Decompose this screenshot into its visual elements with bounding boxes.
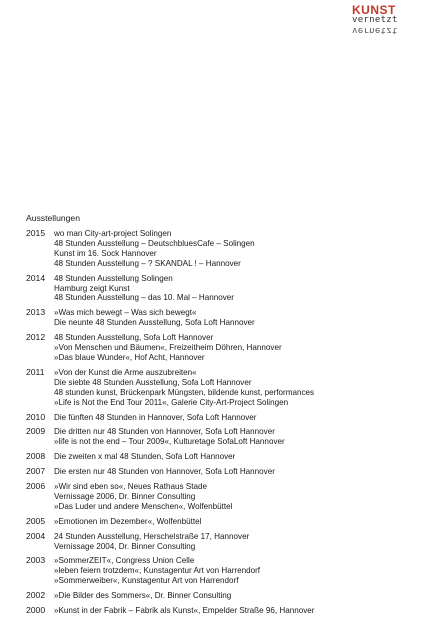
- entry-line: Die dritten nur 48 Stunden von Hannover, Sofa Loft Hannover: [54, 427, 275, 437]
- entry-year: 2012: [26, 332, 46, 343]
- exhibition-list: [26, 229, 422, 621]
- entry-year: 2009: [26, 426, 46, 437]
- entry-line: Die ersten nur 48 Stunden von Hannover, Sofa Loft Hannover: [54, 467, 275, 477]
- entry-lines: [54, 452, 422, 462]
- entry-line: »Kunst in der Fabrik – Fabrik als Kunst«, Empelder Straße 96, Hannover: [54, 606, 315, 616]
- entry-line: 48 Stunden Ausstellung Solingen: [54, 273, 173, 283]
- entry-year: 2008: [26, 451, 46, 462]
- entry-year: 2010: [26, 411, 46, 422]
- exhibition-entry: [26, 606, 422, 616]
- entry-lines: [54, 413, 422, 423]
- entry-line: Vernissage 2006, Dr. Binner Consulting: [54, 491, 196, 501]
- exhibition-entry: [26, 482, 422, 512]
- exhibition-entry: [26, 591, 422, 601]
- entry-line: »Die Bilder des Sommers«, Dr. Binner Consulting: [54, 591, 232, 601]
- exhibition-entry: [26, 467, 422, 477]
- entry-year: 2005: [26, 515, 46, 526]
- entry-year: 2014: [26, 272, 46, 283]
- entry-lines: [54, 333, 422, 363]
- exhibition-entry: [26, 229, 422, 269]
- entry-year: 2007: [26, 466, 46, 477]
- entry-line: »Das blaue Wunder«, Hof Acht, Hannover: [54, 352, 205, 362]
- entry-year: 2013: [26, 307, 46, 318]
- entry-line: »life is not the end – Tour 2009«, Kulturetage SofaLoft Hannover: [54, 437, 285, 447]
- exhibition-entry: [26, 556, 422, 586]
- entry-year: 2006: [26, 481, 46, 492]
- logo-word-vernetzt: vernetzt: [352, 15, 398, 25]
- logo-word-vernetzt-mirror: vernetzt: [352, 25, 398, 35]
- entry-lines: [54, 467, 422, 477]
- entry-line: »Von der Kunst die Arme auszubreiten«: [54, 367, 197, 377]
- entry-line: »Das Luder und andere Menschen«, Wolfenbüttel: [54, 501, 233, 511]
- entry-line: 48 stunden kunst, Brückenpark Müngsten, bildende kunst, performances: [54, 387, 315, 397]
- exhibition-entry: [26, 333, 422, 363]
- entry-line: »leben feiern trotzdem«, Kunstagentur Art von Harrendorf: [54, 566, 261, 576]
- entry-lines: [54, 368, 422, 408]
- entry-line: 48 Stunden Ausstellung, Sofa Loft Hannover: [54, 333, 214, 343]
- exhibition-entry: [26, 274, 422, 304]
- exhibition-entry: [26, 308, 422, 328]
- exhibition-entry: [26, 452, 422, 462]
- entry-line: »Wir sind eben so«, Neues Rathaus Stade: [54, 482, 207, 492]
- entry-line: 48 Stunden Ausstellung – das 10. Mal – Hannover: [54, 293, 234, 303]
- exhibition-entry: [26, 368, 422, 408]
- entry-lines: [54, 532, 422, 552]
- entry-lines: [54, 229, 422, 269]
- entry-year: 2015: [26, 228, 46, 238]
- entry-lines: [54, 482, 422, 512]
- logo-word-kunst: KUNST: [352, 3, 396, 17]
- entry-lines: [54, 427, 422, 447]
- entry-line: 48 Stunden Ausstellung – ? SKANDAL ! – Hannover: [54, 258, 241, 268]
- entry-line: Hamburg zeigt Kunst: [54, 283, 130, 293]
- entry-line: »Emotionen im Dezember«, Wolfenbüttel: [54, 516, 202, 526]
- entry-year: 2011: [26, 366, 45, 377]
- entry-line: »Sommerweiber«, Kunstagentur Art von Harrendorf: [54, 576, 239, 586]
- entry-line: »Von Menschen und Bäumen«, Freizeitheim Döhren, Hannover: [54, 343, 282, 353]
- exhibition-entry: [26, 532, 422, 552]
- entry-lines: [54, 556, 422, 586]
- entry-line: Die neunte 48 Stunden Ausstellung, Sofa Loft Hannover: [54, 318, 255, 328]
- section-title: Ausstellungen: [26, 213, 80, 223]
- entry-line: »Was mich bewegt – Was sich bewegt«: [54, 308, 197, 318]
- entry-lines: [54, 591, 422, 601]
- entry-lines: [54, 274, 422, 304]
- entry-line: Die zweiten x mal 48 Stunden, Sofa Loft Hannover: [54, 452, 236, 462]
- entry-line: »Life is Not the End Tour 2011«, Galerie City-Art-Project Solingen: [54, 397, 289, 407]
- entry-line: Kunst im 16. Sock Hannover: [54, 248, 157, 258]
- entry-lines: [54, 606, 422, 616]
- entry-line: »SommerZEIT«, Congress Union Celle: [54, 556, 195, 566]
- entry-lines: [54, 517, 422, 527]
- entry-line: Die fünften 48 Stunden in Hannover, Sofa Loft Hannover: [54, 412, 257, 422]
- entry-year: 2002: [26, 590, 46, 601]
- kunst-vernetzt-logo: [352, 4, 418, 52]
- entry-line: 24 Stunden Ausstellung, Herschelstraße 17, Hannover: [54, 531, 250, 541]
- entry-year: 2000: [26, 605, 46, 616]
- exhibition-entry: [26, 413, 422, 423]
- entry-year: 2004: [26, 530, 46, 541]
- entry-line: 48 Stunden Ausstellung – DeutschbluesCafe – Solingen: [54, 238, 255, 248]
- entry-lines: [54, 308, 422, 328]
- exhibition-entry: [26, 517, 422, 527]
- entry-year: 2003: [26, 555, 46, 566]
- entry-line: wo man City-art-project Solingen: [54, 229, 172, 238]
- entry-line: Vernissage 2004, Dr. Binner Consulting: [54, 541, 196, 551]
- entry-line: Die siebte 48 Stunden Ausstellung, Sofa Loft Hannover: [54, 377, 252, 387]
- exhibition-entry: [26, 427, 422, 447]
